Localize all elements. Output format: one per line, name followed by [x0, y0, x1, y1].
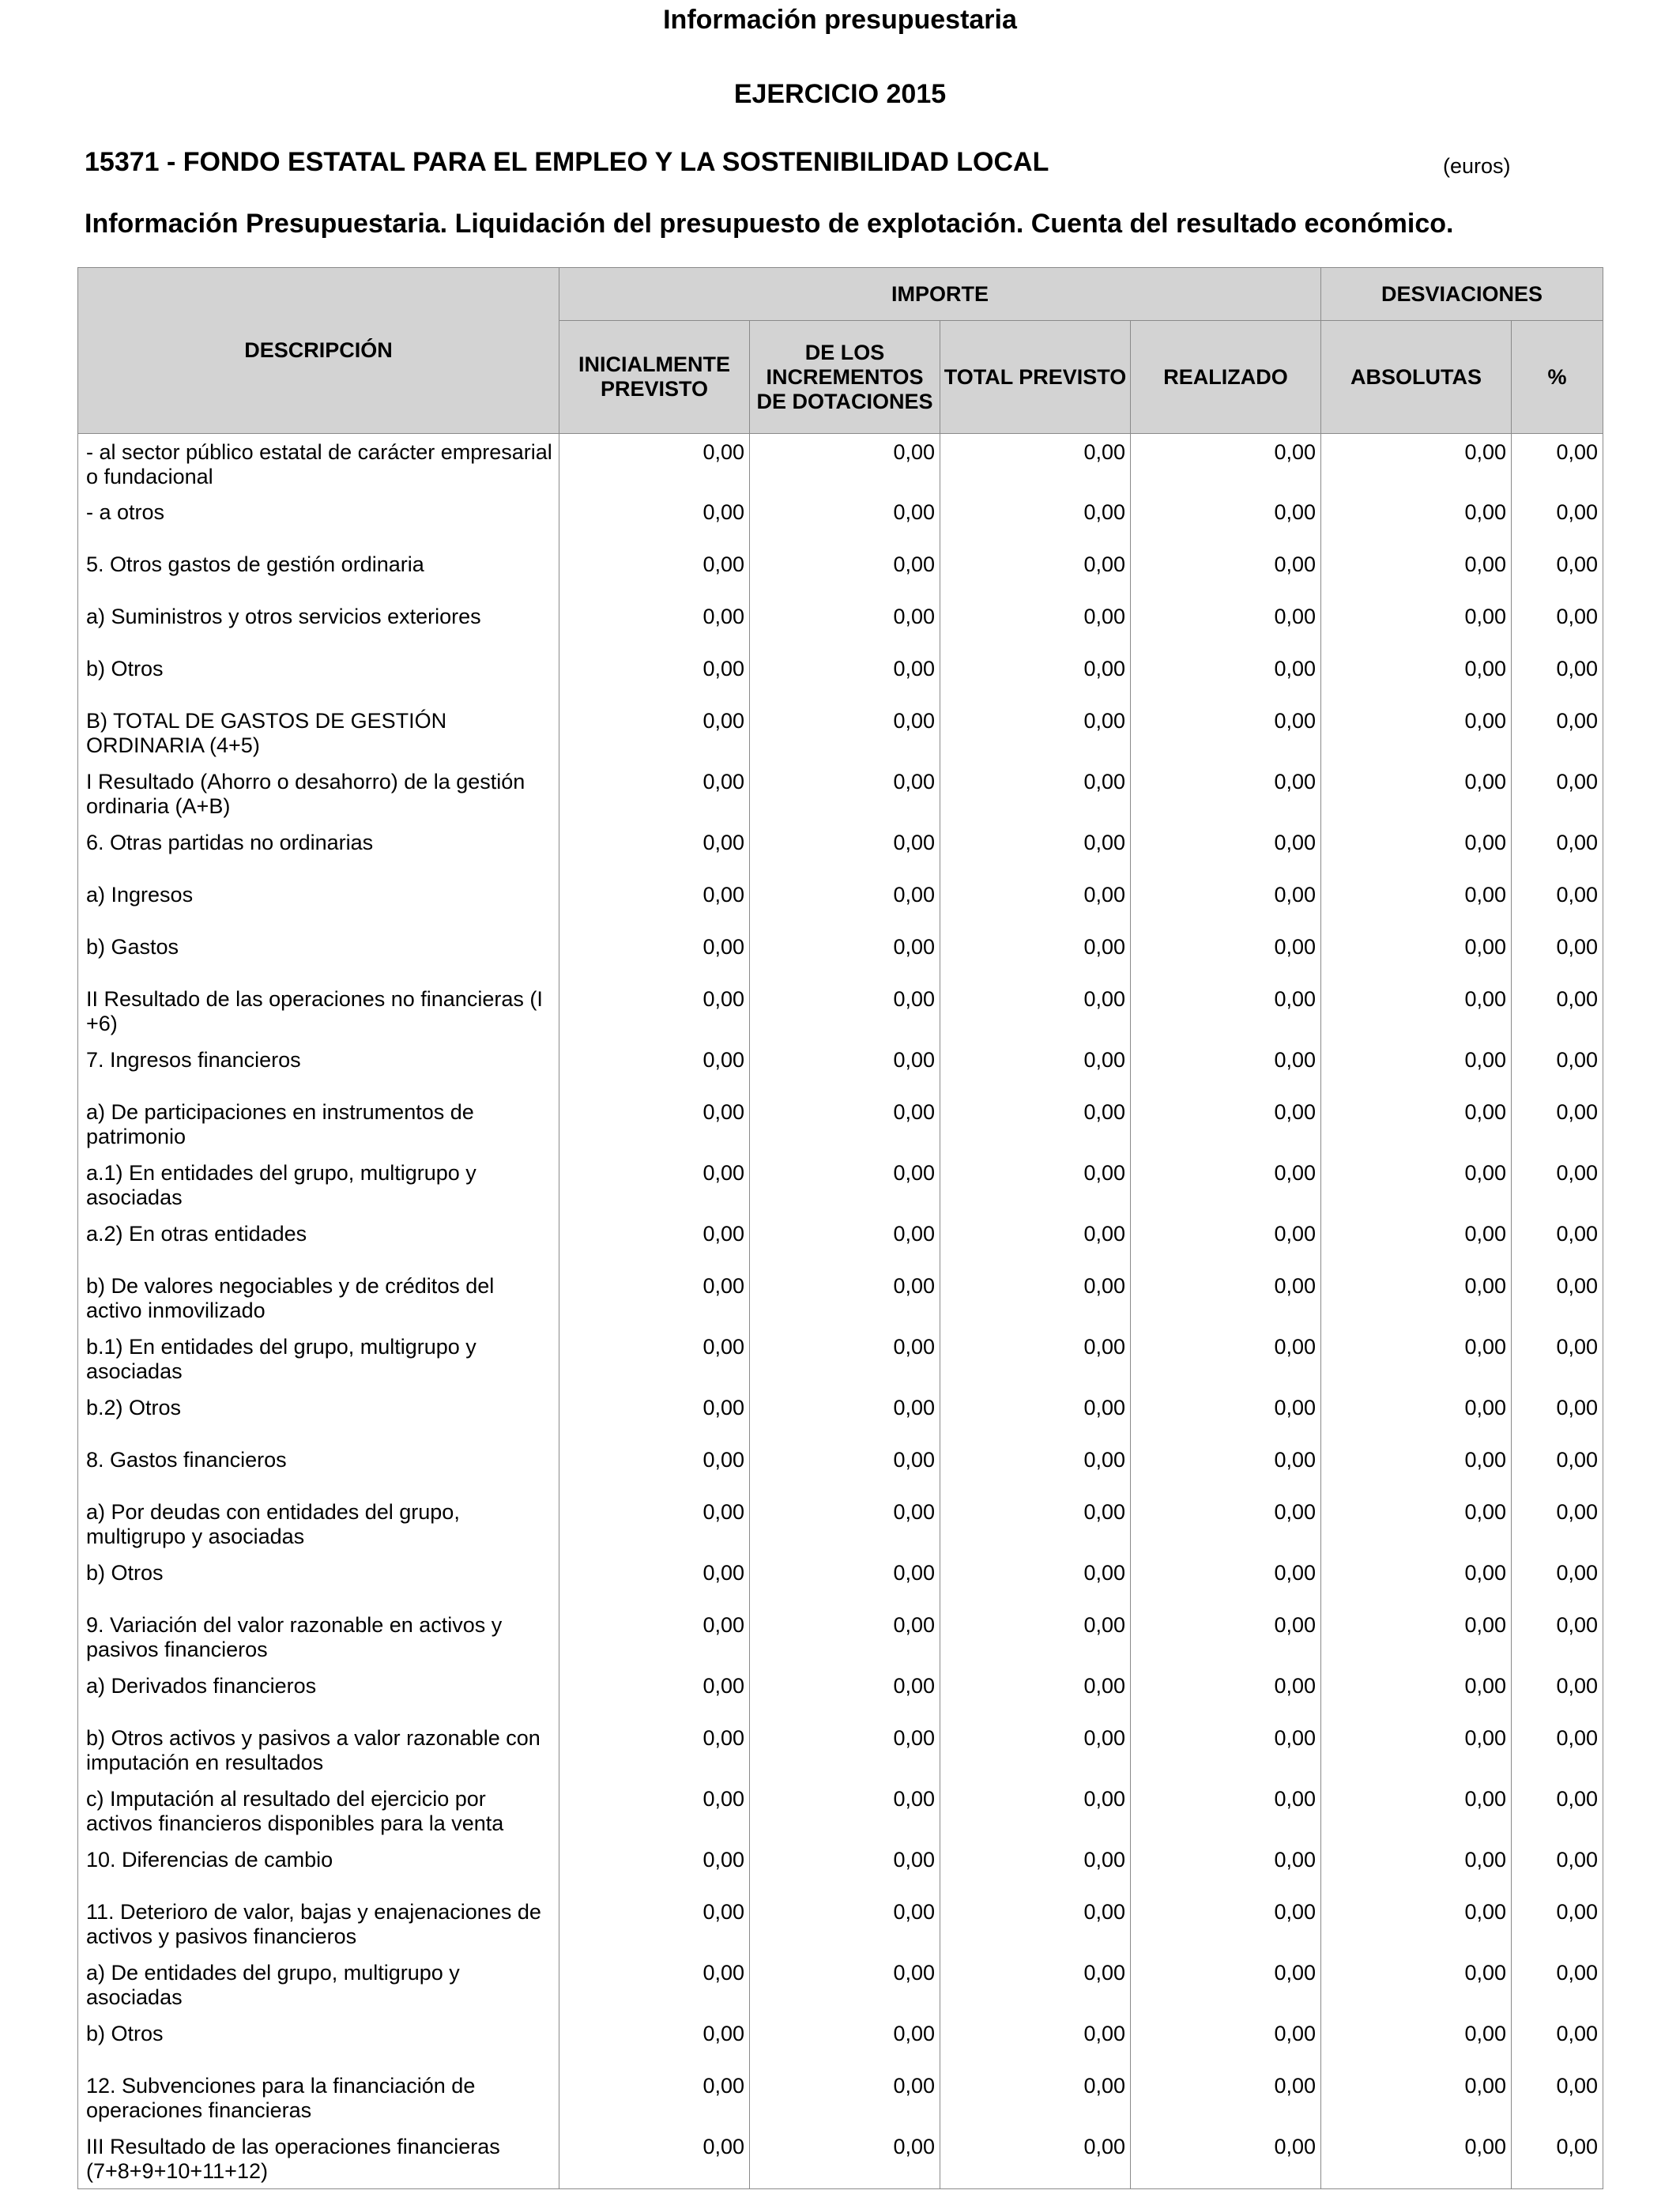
row-value: 0,00: [940, 1216, 1131, 1268]
row-value: 0,00: [940, 1842, 1131, 1894]
row-value: 0,00: [940, 1781, 1131, 1842]
row-description: b) Otros activos y pasivos a valor razonable con imputación en resultados: [78, 1720, 559, 1781]
row-value: 0,00: [1512, 598, 1603, 650]
row-value: 0,00: [559, 2128, 750, 2189]
row-value: 0,00: [940, 1042, 1131, 1094]
row-value: 0,00: [1512, 494, 1603, 546]
row-value: 0,00: [750, 1668, 940, 1720]
row-value: 0,00: [1131, 824, 1321, 876]
row-value: 0,00: [1512, 546, 1603, 598]
row-value: 0,00: [1512, 1042, 1603, 1094]
row-value: 0,00: [1321, 876, 1512, 929]
exercise-year: EJERCICIO 2015: [733, 79, 947, 109]
table-row: [78, 546, 1603, 598]
row-value: 0,00: [940, 650, 1131, 703]
col-header-porcentaje: %: [1512, 321, 1603, 434]
row-value: 0,00: [750, 1268, 940, 1329]
row-value: 0,00: [940, 1329, 1131, 1389]
row-value: 0,00: [1131, 1720, 1321, 1781]
row-description: a) Ingresos: [78, 876, 559, 929]
col-header-descripcion: DESCRIPCIÓN: [78, 268, 559, 434]
row-value: 0,00: [940, 2068, 1131, 2128]
row-value: 0,00: [1321, 1842, 1512, 1894]
row-value: 0,00: [1131, 929, 1321, 981]
row-description: b.2) Otros: [78, 1389, 559, 1442]
table-row: [78, 2015, 1603, 2068]
row-value: 0,00: [559, 876, 750, 929]
row-value: 0,00: [940, 1668, 1131, 1720]
row-value: 0,00: [940, 824, 1131, 876]
table-row: [78, 1329, 1603, 1389]
row-value: 0,00: [1321, 2015, 1512, 2068]
col-header-absolutas: ABSOLUTAS: [1321, 321, 1512, 434]
row-value: 0,00: [1321, 546, 1512, 598]
row-value: 0,00: [559, 1720, 750, 1781]
row-value: 0,00: [559, 434, 750, 494]
table-row: [78, 1155, 1603, 1216]
row-value: 0,00: [940, 1442, 1131, 1494]
row-value: 0,00: [750, 1155, 940, 1216]
row-description: a) Por deudas con entidades del grupo, multigrupo y asociadas: [78, 1494, 559, 1555]
table-row: [78, 1094, 1603, 1155]
row-value: 0,00: [1512, 763, 1603, 824]
document-title: Información presupuestaria: [663, 5, 1017, 35]
row-value: 0,00: [1321, 763, 1512, 824]
row-value: 0,00: [1321, 1042, 1512, 1094]
row-value: 0,00: [940, 598, 1131, 650]
row-value: 0,00: [940, 1894, 1131, 1955]
currency-units: (euros): [1443, 154, 1511, 178]
row-value: 0,00: [1321, 1155, 1512, 1216]
table-row: [78, 1842, 1603, 1894]
col-header-inicialmente-previsto: INICIALMENTE PREVISTO: [559, 321, 750, 434]
row-value: 0,00: [559, 1955, 750, 2015]
row-value: 0,00: [750, 434, 940, 494]
row-value: 0,00: [1321, 1329, 1512, 1389]
row-value: 0,00: [750, 1607, 940, 1668]
row-value: 0,00: [559, 1216, 750, 1268]
row-value: 0,00: [1131, 876, 1321, 929]
row-value: 0,00: [1321, 1442, 1512, 1494]
row-value: 0,00: [1321, 1216, 1512, 1268]
row-value: 0,00: [1321, 1094, 1512, 1155]
row-value: 0,00: [750, 1555, 940, 1607]
row-value: 0,00: [750, 1389, 940, 1442]
row-description: b) De valores negociables y de créditos del activo inmovilizado: [78, 1268, 559, 1329]
row-value: 0,00: [1131, 763, 1321, 824]
col-header-total-previsto: TOTAL PREVISTO: [940, 321, 1131, 434]
row-value: 0,00: [1131, 1955, 1321, 2015]
row-value: 0,00: [559, 1555, 750, 1607]
row-value: 0,00: [1321, 1668, 1512, 1720]
row-value: 0,00: [1131, 598, 1321, 650]
table-row: [78, 598, 1603, 650]
row-value: 0,00: [1512, 929, 1603, 981]
row-value: 0,00: [559, 546, 750, 598]
table-row: [78, 1494, 1603, 1555]
row-value: 0,00: [559, 2015, 750, 2068]
table-row: [78, 1668, 1603, 1720]
row-value: 0,00: [1321, 981, 1512, 1042]
row-description: 6. Otras partidas no ordinarias: [78, 824, 559, 876]
table-row: [78, 1781, 1603, 1842]
row-value: 0,00: [1512, 1842, 1603, 1894]
row-description: a.1) En entidades del grupo, multigrupo y asociadas: [78, 1155, 559, 1216]
row-value: 0,00: [559, 763, 750, 824]
col-group-importe: IMPORTE: [559, 268, 1321, 321]
col-group-desviaciones: DESVIACIONES: [1321, 268, 1603, 321]
row-value: 0,00: [1321, 1955, 1512, 2015]
row-value: 0,00: [750, 1442, 940, 1494]
table-row: [78, 876, 1603, 929]
row-value: 0,00: [1131, 1842, 1321, 1894]
row-description: 8. Gastos financieros: [78, 1442, 559, 1494]
row-value: 0,00: [940, 1494, 1131, 1555]
row-value: 0,00: [750, 929, 940, 981]
row-description: b) Otros: [78, 1555, 559, 1607]
table-body: [78, 434, 1603, 2189]
table-row: [78, 703, 1603, 763]
row-value: 0,00: [1512, 1607, 1603, 1668]
row-value: 0,00: [1131, 1042, 1321, 1094]
row-value: 0,00: [750, 494, 940, 546]
row-value: 0,00: [559, 1494, 750, 1555]
row-value: 0,00: [1512, 1894, 1603, 1955]
row-description: b) Otros: [78, 2015, 559, 2068]
row-value: 0,00: [1131, 494, 1321, 546]
row-value: 0,00: [1321, 929, 1512, 981]
row-value: 0,00: [750, 2015, 940, 2068]
table-row: [78, 1955, 1603, 2015]
row-value: 0,00: [1131, 1494, 1321, 1555]
row-value: 0,00: [1512, 876, 1603, 929]
row-value: 0,00: [1131, 1155, 1321, 1216]
row-value: 0,00: [1512, 1389, 1603, 1442]
row-description: 10. Diferencias de cambio: [78, 1842, 559, 1894]
row-value: 0,00: [1321, 650, 1512, 703]
report-subtitle: Información Presupuestaria. Liquidación del presupuesto de explotación. Cuenta del resultado económico.: [85, 209, 1454, 239]
row-value: 0,00: [1512, 703, 1603, 763]
row-value: 0,00: [1512, 2068, 1603, 2128]
row-value: 0,00: [750, 1094, 940, 1155]
row-value: 0,00: [750, 2068, 940, 2128]
table-row: [78, 1268, 1603, 1329]
table-row: [78, 1042, 1603, 1094]
row-value: 0,00: [1131, 1329, 1321, 1389]
row-value: 0,00: [1321, 1781, 1512, 1842]
table-row: [78, 1389, 1603, 1442]
row-value: 0,00: [1131, 1668, 1321, 1720]
row-value: 0,00: [559, 703, 750, 763]
table-row: [78, 1442, 1603, 1494]
row-value: 0,00: [1512, 981, 1603, 1042]
row-value: 0,00: [1321, 1720, 1512, 1781]
row-description: a.2) En otras entidades: [78, 1216, 559, 1268]
row-value: 0,00: [559, 1155, 750, 1216]
row-value: 0,00: [1512, 1720, 1603, 1781]
row-value: 0,00: [1512, 650, 1603, 703]
row-description: c) Imputación al resultado del ejercicio por activos financieros disponibles para la venta: [78, 1781, 559, 1842]
row-value: 0,00: [559, 598, 750, 650]
row-value: 0,00: [559, 650, 750, 703]
row-value: 0,00: [940, 1607, 1131, 1668]
row-value: 0,00: [940, 1155, 1131, 1216]
row-value: 0,00: [1321, 598, 1512, 650]
row-value: 0,00: [940, 546, 1131, 598]
row-value: 0,00: [1321, 2128, 1512, 2189]
row-value: 0,00: [750, 650, 940, 703]
row-value: 0,00: [1512, 1268, 1603, 1329]
row-value: 0,00: [750, 703, 940, 763]
row-value: 0,00: [559, 1842, 750, 1894]
row-value: 0,00: [559, 1389, 750, 1442]
row-value: 0,00: [750, 598, 940, 650]
row-value: 0,00: [559, 494, 750, 546]
row-value: 0,00: [1321, 434, 1512, 494]
table-row: [78, 1607, 1603, 1668]
row-description: a) De entidades del grupo, multigrupo y asociadas: [78, 1955, 559, 2015]
header-row-group: [78, 268, 1603, 321]
row-value: 0,00: [559, 1668, 750, 1720]
row-value: 0,00: [750, 1842, 940, 1894]
row-value: 0,00: [559, 1042, 750, 1094]
row-value: 0,00: [940, 763, 1131, 824]
row-value: 0,00: [940, 1555, 1131, 1607]
budget-table: [77, 267, 1603, 2189]
row-value: 0,00: [1512, 2128, 1603, 2189]
row-value: 0,00: [940, 2015, 1131, 2068]
row-value: 0,00: [1512, 1442, 1603, 1494]
row-value: 0,00: [1131, 1268, 1321, 1329]
row-description: a) Suministros y otros servicios exteriores: [78, 598, 559, 650]
row-value: 0,00: [1131, 1094, 1321, 1155]
row-value: 0,00: [750, 1894, 940, 1955]
row-value: 0,00: [1512, 1781, 1603, 1842]
table-row: [78, 1555, 1603, 1607]
row-description: b.1) En entidades del grupo, multigrupo y asociadas: [78, 1329, 559, 1389]
row-value: 0,00: [750, 1042, 940, 1094]
row-value: 0,00: [559, 929, 750, 981]
row-value: 0,00: [1512, 1555, 1603, 1607]
row-value: 0,00: [940, 1955, 1131, 2015]
row-value: 0,00: [750, 546, 940, 598]
row-value: 0,00: [1131, 1781, 1321, 1842]
row-value: 0,00: [559, 1268, 750, 1329]
row-description: b) Otros: [78, 650, 559, 703]
row-value: 0,00: [559, 1894, 750, 1955]
row-value: 0,00: [559, 981, 750, 1042]
row-value: 0,00: [1512, 2015, 1603, 2068]
row-value: 0,00: [940, 2128, 1131, 2189]
row-value: 0,00: [750, 2128, 940, 2189]
table-row: [78, 2068, 1603, 2128]
row-value: 0,00: [750, 1720, 940, 1781]
row-value: 0,00: [1131, 546, 1321, 598]
table-row: [78, 434, 1603, 494]
row-value: 0,00: [1321, 1894, 1512, 1955]
row-value: 0,00: [750, 876, 940, 929]
row-value: 0,00: [940, 1094, 1131, 1155]
row-value: 0,00: [940, 434, 1131, 494]
row-value: 0,00: [940, 1268, 1131, 1329]
row-value: 0,00: [1512, 824, 1603, 876]
row-value: 0,00: [1321, 1389, 1512, 1442]
row-value: 0,00: [1321, 1268, 1512, 1329]
row-value: 0,00: [1131, 1389, 1321, 1442]
table-row: [78, 763, 1603, 824]
row-description: III Resultado de las operaciones financieras (7+8+9+10+11+12): [78, 2128, 559, 2189]
row-value: 0,00: [1131, 1442, 1321, 1494]
row-description: - a otros: [78, 494, 559, 546]
row-description: b) Gastos: [78, 929, 559, 981]
row-value: 0,00: [1512, 1494, 1603, 1555]
row-value: 0,00: [1131, 2068, 1321, 2128]
row-value: 0,00: [1131, 1894, 1321, 1955]
row-value: 0,00: [1131, 703, 1321, 763]
row-description: - al sector público estatal de carácter empresarial o fundacional: [78, 434, 559, 494]
row-value: 0,00: [1512, 434, 1603, 494]
row-value: 0,00: [1321, 1555, 1512, 1607]
row-value: 0,00: [1131, 434, 1321, 494]
row-description: a) Derivados financieros: [78, 1668, 559, 1720]
row-value: 0,00: [1131, 2128, 1321, 2189]
row-value: 0,00: [1321, 494, 1512, 546]
table-row: [78, 824, 1603, 876]
row-value: 0,00: [750, 1781, 940, 1842]
row-description: 9. Variación del valor razonable en activos y pasivos financieros: [78, 1607, 559, 1668]
table-row: [78, 981, 1603, 1042]
table-row: [78, 1720, 1603, 1781]
row-description: I Resultado (Ahorro o desahorro) de la gestión ordinaria (A+B): [78, 763, 559, 824]
table-row: [78, 1894, 1603, 1955]
row-description: a) De participaciones en instrumentos de patrimonio: [78, 1094, 559, 1155]
row-value: 0,00: [559, 824, 750, 876]
row-value: 0,00: [1321, 1607, 1512, 1668]
row-value: 0,00: [1512, 1155, 1603, 1216]
row-value: 0,00: [940, 981, 1131, 1042]
row-value: 0,00: [940, 876, 1131, 929]
row-value: 0,00: [1512, 1329, 1603, 1389]
col-header-incrementos: DE LOS INCREMENTOS DE DOTACIONES: [750, 321, 940, 434]
row-value: 0,00: [940, 703, 1131, 763]
row-value: 0,00: [1512, 1094, 1603, 1155]
row-value: 0,00: [750, 981, 940, 1042]
row-value: 0,00: [1321, 703, 1512, 763]
row-value: 0,00: [1131, 1216, 1321, 1268]
table-row: [78, 494, 1603, 546]
row-value: 0,00: [1131, 1607, 1321, 1668]
row-value: 0,00: [750, 763, 940, 824]
entity-name: 15371 - FONDO ESTATAL PARA EL EMPLEO Y LA SOSTENIBILIDAD LOCAL: [85, 147, 1049, 177]
row-value: 0,00: [559, 1781, 750, 1842]
row-value: 0,00: [1131, 981, 1321, 1042]
row-value: 0,00: [750, 1329, 940, 1389]
table-row: [78, 1216, 1603, 1268]
row-value: 0,00: [750, 824, 940, 876]
row-value: 0,00: [940, 494, 1131, 546]
row-description: 7. Ingresos financieros: [78, 1042, 559, 1094]
row-value: 0,00: [750, 1216, 940, 1268]
row-value: 0,00: [1512, 1668, 1603, 1720]
table-row: [78, 929, 1603, 981]
row-value: 0,00: [1321, 824, 1512, 876]
row-value: 0,00: [750, 1955, 940, 2015]
col-header-realizado: REALIZADO: [1131, 321, 1321, 434]
row-value: 0,00: [559, 1607, 750, 1668]
row-value: 0,00: [1512, 1216, 1603, 1268]
table-row: [78, 2128, 1603, 2189]
row-value: 0,00: [1131, 2015, 1321, 2068]
row-description: 5. Otros gastos de gestión ordinaria: [78, 546, 559, 598]
row-value: 0,00: [1131, 1555, 1321, 1607]
row-value: 0,00: [750, 1494, 940, 1555]
row-value: 0,00: [559, 1442, 750, 1494]
row-value: 0,00: [559, 2068, 750, 2128]
table-row: [78, 650, 1603, 703]
row-value: 0,00: [1131, 650, 1321, 703]
row-description: 11. Deterioro de valor, bajas y enajenaciones de activos y pasivos financieros: [78, 1894, 559, 1955]
row-value: 0,00: [940, 1389, 1131, 1442]
row-description: II Resultado de las operaciones no financieras (I +6): [78, 981, 559, 1042]
row-value: 0,00: [940, 1720, 1131, 1781]
row-value: 0,00: [1512, 1955, 1603, 2015]
row-description: B) TOTAL DE GASTOS DE GESTIÓN ORDINARIA (4+5): [78, 703, 559, 763]
row-value: 0,00: [1321, 1494, 1512, 1555]
row-value: 0,00: [559, 1329, 750, 1389]
row-value: 0,00: [1321, 2068, 1512, 2128]
row-description: 12. Subvenciones para la financiación de operaciones financieras: [78, 2068, 559, 2128]
row-value: 0,00: [559, 1094, 750, 1155]
row-value: 0,00: [940, 929, 1131, 981]
